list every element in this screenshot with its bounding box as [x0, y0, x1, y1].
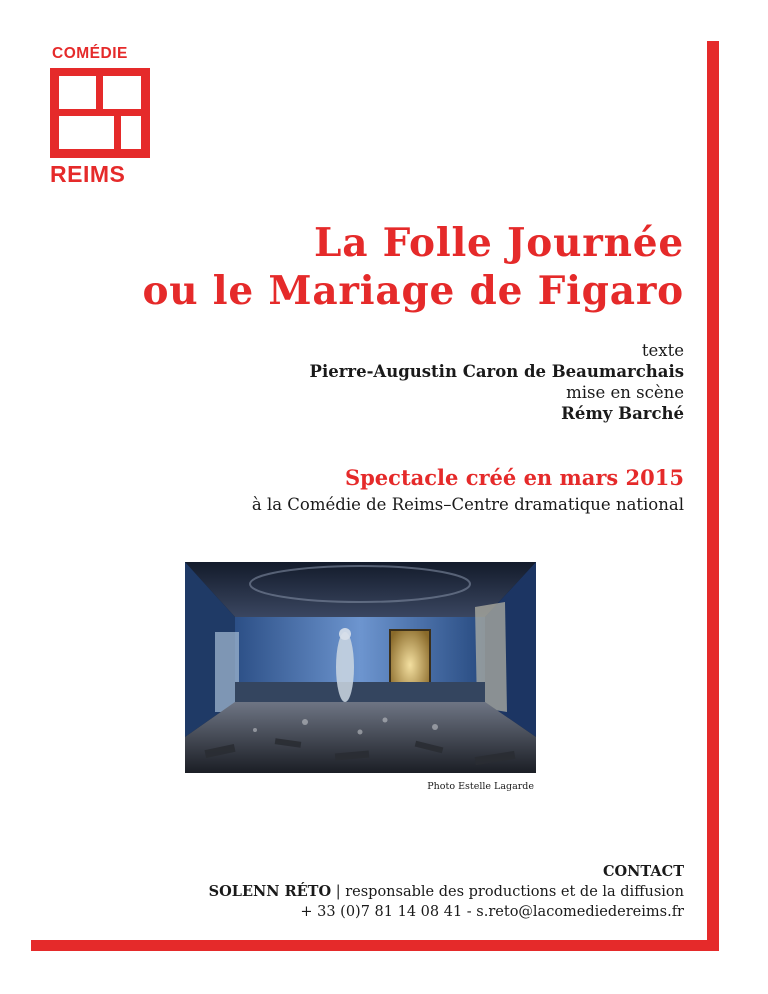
title-line-2: ou le Mariage de Figaro — [142, 268, 684, 314]
author-name: Pierre-Augustin Caron de Beaumarchais — [309, 362, 684, 381]
contact-separator: | — [331, 884, 346, 900]
title-line-1: La Folle Journée — [313, 220, 684, 266]
logo-top-text: COMÉDIE — [52, 45, 128, 62]
contact-person-line — [209, 882, 684, 902]
creation-info — [252, 465, 684, 516]
direction-label: mise en scène — [566, 383, 684, 402]
photo-caption: Photo Estelle Lagarde — [427, 781, 534, 792]
bottom-border-bar — [31, 940, 719, 951]
logo-grid-mark — [50, 68, 150, 158]
credits-block — [310, 340, 684, 424]
right-border-bar — [707, 41, 719, 951]
production-photo — [185, 562, 536, 773]
logo-bottom-text: REIMS — [50, 161, 126, 187]
play-title — [142, 219, 684, 315]
contact-name: SOLENN RÉTO — [208, 883, 332, 900]
contact-role: responsable des productions et de la diffusion — [345, 884, 684, 900]
contact-block — [209, 862, 684, 922]
creation-headline: Spectacle créé en mars 2015 — [344, 465, 684, 490]
comedie-reims-logo — [50, 46, 152, 186]
contact-heading: CONTACT — [602, 863, 684, 880]
director-name: Rémy Barché — [561, 404, 684, 423]
contact-phone-email: + 33 (0)7 81 14 08 41 - s.reto@lacomediedereims.fr — [300, 904, 684, 920]
creation-venue: à la Comédie de Reims–Centre dramatique national — [251, 495, 684, 514]
text-label: texte — [641, 341, 684, 360]
